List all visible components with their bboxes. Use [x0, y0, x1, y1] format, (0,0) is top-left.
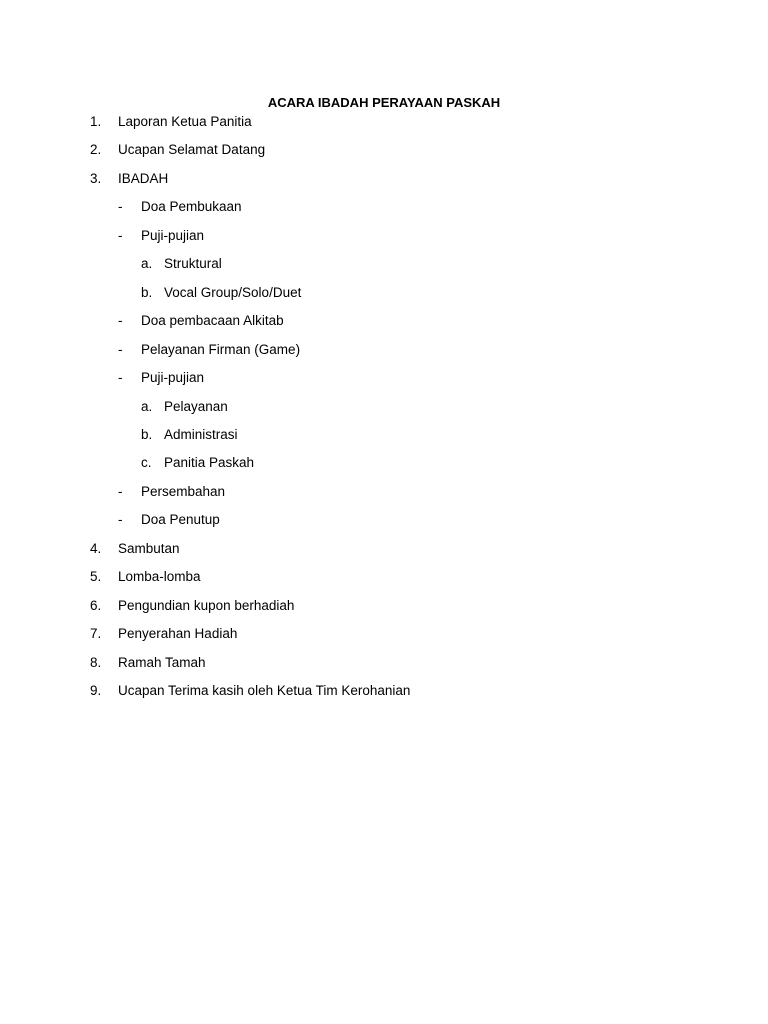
list-item-level-0 [0, 170, 768, 188]
list-item-level-2 [0, 255, 768, 273]
list-item-marker: 9. [90, 683, 102, 698]
list-item-text: Ucapan Selamat Datang [118, 142, 266, 158]
list-item-marker: 1. [90, 114, 102, 129]
list-item-text: Sambutan [118, 540, 180, 556]
list-item-level-1 [0, 227, 768, 245]
list-item-marker: 8. [90, 654, 102, 670]
list-item-text: Doa Pembukaan [141, 199, 242, 215]
list-item-marker: b. [141, 284, 153, 300]
list-item-marker: - [118, 370, 123, 386]
list-item-level-1 [0, 341, 768, 359]
list-item-text: Ramah Tamah [118, 654, 206, 670]
document-title: ACARA IBADAH PERAYAAN PASKAH [267, 95, 501, 110]
list-item-level-1 [0, 483, 768, 501]
list-item-marker: a. [141, 398, 153, 414]
list-item-level-0 [0, 682, 768, 700]
list-item-marker: - [118, 341, 123, 357]
list-item-text: IBADAH [118, 170, 169, 186]
list-item-text: Persembahan [141, 483, 226, 499]
list-item-marker: - [118, 227, 123, 243]
list-item-text: Doa Penutup [141, 512, 220, 528]
list-item-text: Ucapan Terima kasih oleh Ketua Tim Kerohanian [118, 683, 411, 698]
list-item-level-0 [0, 625, 768, 643]
list-item-level-1 [0, 369, 768, 387]
list-item-marker: - [118, 483, 123, 499]
list-item-text: Laporan Ketua Panitia [118, 114, 252, 129]
list-item-level-0 [0, 540, 768, 558]
list-item-level-0 [0, 113, 768, 131]
list-item-level-1 [0, 198, 768, 216]
list-item-text: Panitia Paskah [164, 455, 255, 471]
list-item-text: Struktural [164, 256, 222, 272]
list-item-level-0 [0, 568, 768, 586]
list-item-marker: 4. [90, 540, 102, 556]
list-item-text: Vocal Group/Solo/Duet [164, 284, 302, 300]
list-item-marker: a. [141, 256, 153, 272]
list-item-marker: 5. [90, 569, 102, 585]
list-item-text: Administrasi [164, 426, 238, 442]
list-item-text: Penyerahan Hadiah [118, 626, 238, 642]
list-item-text: Doa pembacaan Alkitab [141, 313, 284, 329]
list-item-marker: c. [141, 455, 152, 471]
list-item-level-0 [0, 654, 768, 672]
list-item-level-2 [0, 426, 768, 444]
list-item-marker: - [118, 199, 123, 215]
list-item-level-1 [0, 312, 768, 330]
list-item-level-2 [0, 454, 768, 472]
list-item-marker: 7. [90, 626, 102, 642]
list-item-level-1 [0, 511, 768, 529]
list-item-level-0 [0, 141, 768, 159]
list-item-marker: - [118, 512, 123, 528]
list-item-text: Pengundian kupon berhadiah [118, 597, 295, 613]
list-item-text: Pelayanan Firman (Game) [141, 341, 301, 357]
list-item-text: Puji-pujian [141, 227, 205, 243]
list-item-level-0 [0, 597, 768, 615]
list-item-marker: b. [141, 426, 153, 442]
list-item-marker: 3. [90, 170, 102, 186]
list-item-text: Pelayanan [164, 398, 228, 414]
list-item-level-2 [0, 284, 768, 302]
list-item-marker: 2. [90, 142, 102, 158]
list-item-text: Puji-pujian [141, 370, 205, 386]
list-item-level-2 [0, 398, 768, 416]
list-item-text: Lomba-lomba [118, 569, 201, 585]
list-item-marker: 6. [90, 597, 102, 613]
list-item-marker: - [118, 313, 123, 329]
